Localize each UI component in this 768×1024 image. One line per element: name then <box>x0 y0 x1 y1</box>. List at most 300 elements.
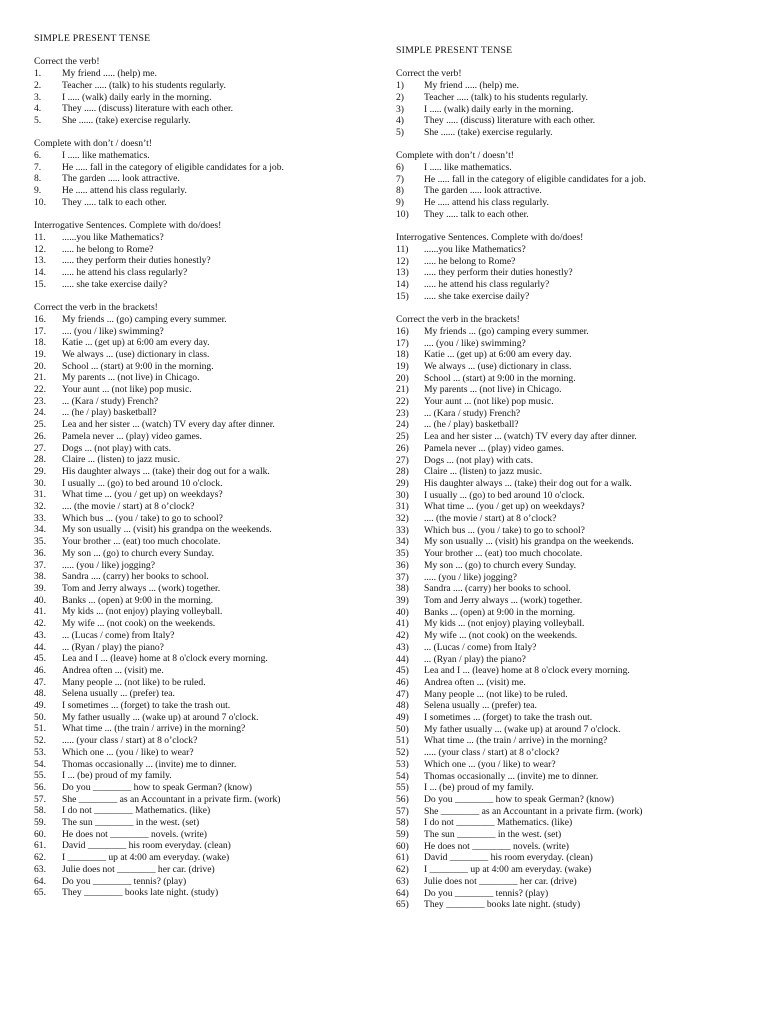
left-worksheet-column <box>34 33 394 911</box>
exercise-item <box>396 665 756 677</box>
item-text: Claire ... (listen) to jazz music. <box>62 454 181 466</box>
exercise-item <box>396 162 756 174</box>
exercise-item <box>396 127 756 139</box>
item-text: My father usually ... (wake up) at around 7 o'clock. <box>62 711 259 723</box>
item-text: ... (he / play) basketball? <box>62 407 157 419</box>
item-number: 18) <box>396 349 409 361</box>
item-number: 25. <box>34 419 46 431</box>
item-number: 3. <box>34 91 42 103</box>
item-number: 4) <box>396 115 404 127</box>
item-text: His daughter always ... (take) their dog out for a walk. <box>62 465 270 477</box>
item-number: 63) <box>396 875 409 887</box>
item-text: ..... she take exercise daily? <box>62 278 168 290</box>
item-text: My father usually ... (wake up) at around 7 o'clock. <box>424 723 621 735</box>
item-text: .... (the movie / start) at 8 o’clock? <box>62 501 195 513</box>
item-number: 28. <box>34 454 46 466</box>
item-number: 54) <box>396 770 409 782</box>
exercise-item <box>396 607 756 619</box>
exercise-item <box>396 513 756 525</box>
item-number: 10) <box>396 208 409 220</box>
item-number: 45) <box>396 665 409 677</box>
item-text: I ________ up at 4:00 am everyday. (wake) <box>62 852 230 864</box>
exercise-sections <box>396 68 756 911</box>
section-heading: Interrogative Sentences. Complete with do/does! <box>396 232 584 244</box>
item-number: 56) <box>396 793 409 805</box>
exercise-item <box>396 712 756 724</box>
item-number: 24) <box>396 419 409 431</box>
item-text: ... (Kara / study) French? <box>62 395 159 407</box>
item-number: 62. <box>34 852 46 864</box>
item-text: What time ... (the train / arrive) in the morning? <box>62 723 246 735</box>
exercise-item <box>396 443 756 455</box>
item-text: My friend ..... (help) me. <box>424 80 519 92</box>
item-text: ..... he attend his class regularly? <box>424 279 550 291</box>
worksheet-title: SIMPLE PRESENT TENSE <box>34 33 151 44</box>
exercise-item <box>34 583 394 595</box>
exercise-item <box>396 256 756 268</box>
exercise-item <box>396 244 756 256</box>
exercise-item <box>396 782 756 794</box>
item-text: I usually ... (go) to bed around 10 o'clock. <box>62 477 223 489</box>
item-number: 2) <box>396 91 404 103</box>
exercise-item <box>396 209 756 221</box>
item-number: 2. <box>34 79 42 91</box>
item-number: 36) <box>396 559 409 571</box>
item-number: 15) <box>396 290 409 302</box>
item-text: Claire ... (listen) to jazz music. <box>424 466 543 478</box>
exercise-item <box>34 349 394 361</box>
item-text: Teacher ..... (talk) to his students regularly. <box>62 79 226 91</box>
item-number: 44) <box>396 653 409 665</box>
item-text: My parents ... (not live) in Chicago. <box>62 372 200 384</box>
exercise-item <box>396 396 756 408</box>
item-text: Tom and Jerry always ... (work) together. <box>62 582 221 594</box>
item-text: School ... (start) at 9:00 in the morning. <box>62 360 214 372</box>
item-text: ... (Ryan / play) the piano? <box>62 641 164 653</box>
exercise-item <box>396 852 756 864</box>
item-number: 22. <box>34 384 46 396</box>
item-number: 47) <box>396 688 409 700</box>
item-number: 36. <box>34 547 46 559</box>
item-text: .... (the movie / start) at 8 o’clock? <box>424 513 557 525</box>
exercise-section <box>34 138 394 208</box>
item-number: 9) <box>396 197 404 209</box>
item-number: 17) <box>396 337 409 349</box>
worksheet-title: SIMPLE PRESENT TENSE <box>396 45 513 56</box>
exercise-item <box>396 689 756 701</box>
item-text: ......you like Mathematics? <box>62 231 164 243</box>
item-number: 32. <box>34 501 46 513</box>
item-text: She ...... (take) exercise regularly. <box>62 114 191 126</box>
item-number: 65) <box>396 899 409 911</box>
exercise-item <box>34 443 394 455</box>
exercise-item <box>34 337 394 349</box>
exercise-item <box>34 279 394 291</box>
exercise-item <box>396 560 756 572</box>
item-number: 13) <box>396 267 409 279</box>
exercise-section <box>396 150 756 220</box>
item-number: 34) <box>396 536 409 548</box>
exercise-item <box>34 162 394 174</box>
exercise-item <box>34 384 394 396</box>
exercise-item <box>34 665 394 677</box>
item-text: I ..... (walk) daily early in the morning. <box>62 91 212 103</box>
item-text: Lea and I ... (leave) home at 8 o'clock every morning. <box>424 665 630 677</box>
item-number: 39. <box>34 582 46 594</box>
item-number: 63. <box>34 863 46 875</box>
item-number: 46) <box>396 676 409 688</box>
item-text: Thomas occasionally ... (invite) me to dinner. <box>62 758 237 770</box>
item-number: 53. <box>34 746 46 758</box>
exercise-item <box>34 642 394 654</box>
item-number: 30. <box>34 477 46 489</box>
item-number: 58. <box>34 805 46 817</box>
item-number: 16. <box>34 313 46 325</box>
item-number: 61) <box>396 852 409 864</box>
item-number: 6) <box>396 162 404 173</box>
item-number: 38) <box>396 583 409 595</box>
item-number: 44. <box>34 641 46 653</box>
item-text: My kids ... (not enjoy) playing volleyball. <box>62 606 223 618</box>
exercise-item <box>34 782 394 794</box>
exercise-item <box>396 384 756 396</box>
item-number: 51. <box>34 723 46 735</box>
item-text: Andrea often ... (visit) me. <box>424 676 526 688</box>
exercise-item <box>396 349 756 361</box>
item-number: 5. <box>34 114 42 126</box>
exercise-item <box>34 595 394 607</box>
exercise-item <box>34 372 394 384</box>
item-text: ... (Lucas / come) from Italy? <box>62 629 175 641</box>
item-number: 60) <box>396 840 409 852</box>
item-number: 60. <box>34 828 46 840</box>
item-number: 14) <box>396 279 409 291</box>
item-number: 15. <box>34 278 46 290</box>
exercise-item <box>396 431 756 443</box>
item-number: 32) <box>396 513 409 525</box>
item-text: Julie does not ________ her car. (drive) <box>424 875 577 887</box>
item-number: 10. <box>34 196 46 208</box>
item-text: I sometimes ... (forget) to take the trash out. <box>424 712 593 724</box>
item-text: I ________ up at 4:00 am everyday. (wake) <box>424 864 592 876</box>
exercise-item <box>396 583 756 595</box>
item-text: He ..... attend his class regularly. <box>62 185 187 197</box>
exercise-item <box>396 419 756 431</box>
exercise-item <box>34 466 394 478</box>
exercise-item <box>34 700 394 712</box>
exercise-item <box>396 490 756 502</box>
item-text: What time ... (you / get up) on weekdays? <box>62 489 223 501</box>
item-number: 22) <box>396 396 409 408</box>
exercise-item <box>396 747 756 759</box>
item-number: 21) <box>396 384 409 396</box>
section-heading: Correct the verb! <box>34 56 100 68</box>
item-number: 21. <box>34 372 46 384</box>
item-number: 52. <box>34 735 46 747</box>
item-text: Banks ... (open) at 9:00 in the morning. <box>424 606 576 618</box>
item-number: 48. <box>34 688 46 700</box>
item-number: 42. <box>34 618 46 630</box>
exercise-item <box>34 653 394 665</box>
item-number: 59. <box>34 817 46 829</box>
item-text: I ..... like mathematics. <box>62 150 150 161</box>
item-number: 31) <box>396 501 409 513</box>
item-text: My wife ... (not cook) on the weekends. <box>62 618 216 630</box>
item-number: 13. <box>34 255 46 267</box>
item-number: 61. <box>34 840 46 852</box>
item-number: 57. <box>34 793 46 805</box>
item-text: Teacher ..... (talk) to his students regularly. <box>424 91 588 103</box>
item-number: 14. <box>34 267 46 279</box>
exercise-item <box>34 524 394 536</box>
exercise-item <box>396 373 756 385</box>
exercise-item <box>396 677 756 689</box>
item-text: ..... (your class / start) at 8 o’clock? <box>424 747 560 759</box>
item-text: The garden ..... look attractive. <box>424 185 542 197</box>
item-text: My kids ... (not enjoy) playing volleyball. <box>424 618 585 630</box>
item-number: 12. <box>34 243 46 255</box>
item-text: ... (Lucas / come) from Italy? <box>424 641 537 653</box>
item-text: Andrea often ... (visit) me. <box>62 664 164 676</box>
item-text: .... (you / like) swimming? <box>424 337 526 349</box>
exercise-item <box>34 407 394 419</box>
item-number: 50) <box>396 723 409 735</box>
exercise-item <box>396 876 756 888</box>
item-number: 9. <box>34 185 42 197</box>
exercise-item <box>34 805 394 817</box>
item-number: 48) <box>396 700 409 712</box>
item-number: 49) <box>396 712 409 724</box>
item-text: Sandra .... (carry) her books to school. <box>424 583 571 595</box>
exercise-item <box>396 724 756 736</box>
exercise-item <box>396 478 756 490</box>
item-number: 59) <box>396 829 409 841</box>
exercise-item <box>396 630 756 642</box>
exercise-item <box>34 794 394 806</box>
item-text: ..... (your class / start) at 8 o’clock? <box>62 735 198 747</box>
exercise-item <box>396 817 756 829</box>
item-number: 41) <box>396 618 409 630</box>
exercise-section <box>396 232 756 302</box>
exercise-item <box>34 606 394 618</box>
exercise-item <box>396 806 756 818</box>
item-text: Which one ... (you / like) to wear? <box>424 758 556 770</box>
item-text: Which bus ... (you / take) to go to school? <box>424 524 585 536</box>
exercise-item <box>396 618 756 630</box>
exercise-item <box>34 232 394 244</box>
exercise-item <box>34 115 394 127</box>
item-text: My friend ..... (help) me. <box>62 68 157 80</box>
exercise-item <box>34 489 394 501</box>
item-text: ... (Kara / study) French? <box>424 407 521 419</box>
item-number: 62) <box>396 864 409 876</box>
item-text: ..... he belong to Rome? <box>424 255 516 267</box>
item-number: 35) <box>396 548 409 560</box>
item-number: 3) <box>396 103 404 115</box>
exercise-section <box>396 314 756 911</box>
item-text: ... (he / play) basketball? <box>424 419 519 431</box>
item-number: 55) <box>396 782 409 794</box>
item-text: Selena usually ... (prefer) tea. <box>62 688 175 700</box>
exercise-item <box>396 595 756 607</box>
exercise-item <box>34 103 394 115</box>
item-number: 16) <box>396 325 409 337</box>
item-text: David ________ his room everyday. (clean) <box>62 840 231 852</box>
item-text: My son usually ... (visit) his grandpa on the weekends. <box>62 524 272 536</box>
exercise-item <box>34 630 394 642</box>
item-text: We always ... (use) dictionary in class. <box>62 348 210 360</box>
item-number: 29. <box>34 465 46 477</box>
item-number: 19. <box>34 348 46 360</box>
item-text: The garden ..... look attractive. <box>62 173 180 185</box>
item-number: 24. <box>34 407 46 419</box>
item-number: 37) <box>396 571 409 583</box>
exercise-item <box>396 466 756 478</box>
item-text: What time ... (the train / arrive) in the morning? <box>424 735 608 747</box>
item-number: 6. <box>34 150 42 161</box>
exercise-item <box>34 478 394 490</box>
item-number: 54. <box>34 758 46 770</box>
exercise-section <box>34 56 394 126</box>
exercise-item <box>34 361 394 373</box>
item-number: 27. <box>34 442 46 454</box>
item-text: She ________ as an Accountant in a private firm. (work) <box>62 793 281 805</box>
exercise-item <box>396 291 756 303</box>
exercise-item <box>396 794 756 806</box>
item-number: 23. <box>34 395 46 407</box>
item-text: Dogs ... (not play) with cats. <box>62 442 171 454</box>
item-text: ..... (you / like) jogging? <box>62 559 155 571</box>
exercise-item <box>396 759 756 771</box>
item-number: 8. <box>34 173 42 185</box>
item-number: 58) <box>396 817 409 829</box>
item-text: He does not ________ novels. (write) <box>62 828 207 840</box>
exercise-item <box>396 642 756 654</box>
exercise-item <box>34 864 394 876</box>
item-text: Do you ________ tennis? (play) <box>62 875 187 887</box>
exercise-item <box>34 536 394 548</box>
item-text: Pamela never ... (play) video games. <box>62 430 202 442</box>
item-text: His daughter always ... (take) their dog out for a walk. <box>424 477 632 489</box>
item-number: 28) <box>396 466 409 478</box>
item-text: ..... he belong to Rome? <box>62 243 154 255</box>
item-number: 64. <box>34 875 46 887</box>
item-text: I ... (be) proud of my family. <box>424 782 534 794</box>
exercise-item <box>34 267 394 279</box>
item-number: 20) <box>396 372 409 384</box>
exercise-item <box>34 326 394 338</box>
item-text: I sometimes ... (forget) to take the trash out. <box>62 700 231 712</box>
item-text: ..... they perform their duties honestly? <box>424 267 573 279</box>
right-worksheet-column <box>396 45 756 923</box>
item-text: They ..... (discuss) literature with each other. <box>424 115 596 127</box>
item-number: 5) <box>396 126 404 138</box>
exercise-item <box>34 173 394 185</box>
section-heading: Complete with don’t / doesn’t! <box>34 138 152 150</box>
exercise-item <box>34 677 394 689</box>
exercise-item <box>396 536 756 548</box>
exercise-item <box>396 864 756 876</box>
item-number: 38. <box>34 571 46 583</box>
item-text: Pamela never ... (play) video games. <box>424 442 564 454</box>
item-text: Many people ... (not like) to be ruled. <box>62 676 206 688</box>
exercise-item <box>34 723 394 735</box>
exercise-item <box>396 654 756 666</box>
item-text: Your brother ... (eat) too much chocolate. <box>424 548 583 560</box>
item-text: Do you ________ how to speak German? (know) <box>62 781 252 793</box>
item-text: She ________ as an Accountant in a private firm. (work) <box>424 805 643 817</box>
exercise-item <box>396 841 756 853</box>
item-number: 45. <box>34 653 46 665</box>
item-number: 11. <box>34 231 46 243</box>
item-number: 27) <box>396 454 409 466</box>
item-number: 41. <box>34 606 46 618</box>
item-text: We always ... (use) dictionary in class. <box>424 360 572 372</box>
exercise-item <box>396 197 756 209</box>
item-number: 49. <box>34 700 46 712</box>
item-text: They ________ books late night. (study) <box>424 899 581 911</box>
exercise-item <box>34 513 394 525</box>
item-text: I ..... like mathematics. <box>424 162 512 173</box>
exercise-item <box>396 548 756 560</box>
item-number: 23) <box>396 407 409 419</box>
item-text: What time ... (you / get up) on weekdays? <box>424 501 585 513</box>
exercise-item <box>34 770 394 782</box>
exercise-item <box>34 747 394 759</box>
item-number: 33. <box>34 512 46 524</box>
item-text: They ..... (discuss) literature with each other. <box>62 103 234 115</box>
item-number: 29) <box>396 477 409 489</box>
item-number: 34. <box>34 524 46 536</box>
item-text: Do you ________ how to speak German? (know) <box>424 793 614 805</box>
item-text: Lea and her sister ... (watch) TV every day after dinner. <box>424 431 637 443</box>
item-text: Lea and her sister ... (watch) TV every day after dinner. <box>62 419 275 431</box>
exercise-item <box>34 560 394 572</box>
exercise-item <box>396 361 756 373</box>
item-number: 12) <box>396 255 409 267</box>
item-text: Thomas occasionally ... (invite) me to dinner. <box>424 770 599 782</box>
exercise-item <box>396 771 756 783</box>
item-text: I do not ________ Mathematics. (like) <box>424 817 573 829</box>
item-number: 35. <box>34 536 46 548</box>
exercise-section <box>396 68 756 138</box>
section-heading: Correct the verb! <box>396 68 462 80</box>
exercise-item <box>34 431 394 443</box>
exercise-item <box>396 92 756 104</box>
item-text: Your aunt ... (not like) pop music. <box>62 384 192 396</box>
exercise-item <box>34 829 394 841</box>
exercise-item <box>34 419 394 431</box>
item-text: ..... he attend his class regularly? <box>62 267 188 279</box>
item-number: 53) <box>396 758 409 770</box>
item-text: The sun ________ in the west. (set) <box>62 817 200 829</box>
item-number: 30) <box>396 489 409 501</box>
item-text: My wife ... (not cook) on the weekends. <box>424 630 578 642</box>
item-text: ......you like Mathematics? <box>424 243 526 255</box>
item-text: Sandra .... (carry) her books to school. <box>62 571 209 583</box>
exercise-item <box>396 279 756 291</box>
item-number: 40. <box>34 594 46 606</box>
exercise-item <box>34 197 394 209</box>
item-number: 33) <box>396 524 409 536</box>
item-text: Banks ... (open) at 9:00 in the morning. <box>62 594 214 606</box>
item-number: 17. <box>34 325 46 337</box>
exercise-item <box>396 174 756 186</box>
item-number: 43. <box>34 629 46 641</box>
item-number: 7. <box>34 161 42 173</box>
exercise-item <box>396 338 756 350</box>
item-text: He ..... attend his class regularly. <box>424 197 549 209</box>
